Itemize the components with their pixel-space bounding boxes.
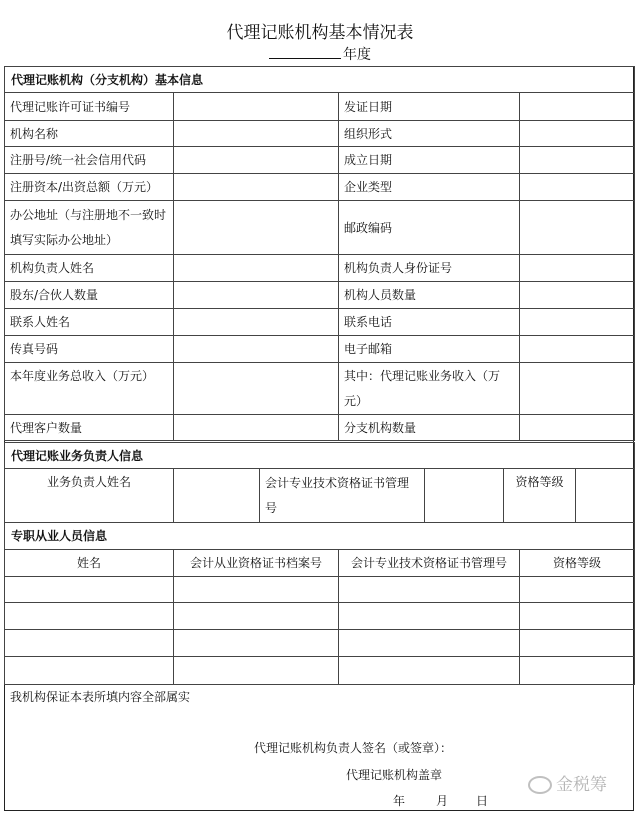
table-row [5, 363, 635, 415]
table-cell[interactable] [520, 603, 635, 630]
field-label: 传真号码 [5, 336, 174, 363]
table-row [5, 415, 635, 441]
field-label: 机构负责人姓名 [5, 255, 174, 282]
column-header: 会计从业资格证书档案号 [174, 550, 339, 577]
watermark [528, 770, 607, 795]
field-label: 注册资本/出资总额（万元） [5, 174, 174, 201]
field-label: 机构人员数量 [339, 282, 520, 309]
table-cell[interactable] [174, 630, 339, 657]
field-label: 企业类型 [339, 174, 520, 201]
year-row [0, 44, 640, 64]
table-row [5, 630, 635, 657]
column-header: 会计专业技术资格证书管理号 [339, 550, 520, 577]
table-row [5, 255, 635, 282]
field-label: 业务负责人姓名 [5, 469, 174, 523]
field-label: 注册号/统一社会信用代码 [5, 147, 174, 174]
section1-heading: 代理记账机构（分支机构）基本信息 [5, 67, 635, 93]
table-header-row [5, 550, 635, 577]
table-row [5, 657, 635, 685]
field-label: 代理记账许可证书编号 [5, 93, 174, 121]
column-header: 姓名 [5, 550, 174, 577]
field-label: 会计专业技术资格证书管理号 [260, 469, 425, 523]
section3-heading: 专职从业人员信息 [5, 523, 635, 550]
table-row [5, 309, 635, 336]
field-value-cell[interactable] [174, 336, 339, 363]
guarantee-text: 我机构保证本表所填内容全部属实 [10, 690, 191, 704]
field-label: 邮政编码 [339, 201, 520, 255]
field-value-cell[interactable] [174, 282, 339, 309]
staff-table [4, 522, 635, 685]
seal-label: 代理记账机构盖章 [346, 768, 443, 782]
field-label: 成立日期 [339, 147, 520, 174]
watermark-text: 金税筹 [556, 775, 607, 795]
field-label: 机构负责人身份证号 [339, 255, 520, 282]
field-value-cell[interactable] [174, 201, 339, 255]
section-heading-row [5, 443, 635, 469]
field-value-cell[interactable] [520, 415, 635, 441]
table-row [5, 174, 635, 201]
field-value-cell[interactable] [520, 282, 635, 309]
field-value-cell[interactable] [520, 201, 635, 255]
field-value-cell[interactable] [520, 255, 635, 282]
field-value-cell[interactable] [520, 336, 635, 363]
month-label: 月 [436, 794, 449, 808]
table-cell[interactable] [174, 577, 339, 603]
section-heading-row [5, 523, 635, 550]
field-value-cell[interactable] [425, 469, 504, 523]
field-label: 机构名称 [5, 121, 174, 147]
field-label: 其中：代理记账业务收入（万元） [339, 363, 520, 415]
table-row [5, 577, 635, 603]
field-value-cell[interactable] [520, 363, 635, 415]
field-value-cell[interactable] [174, 174, 339, 201]
table-row [5, 201, 635, 255]
table-cell[interactable] [339, 657, 520, 685]
field-value-cell[interactable] [520, 174, 635, 201]
field-value-cell[interactable] [174, 147, 339, 174]
table-cell[interactable] [174, 603, 339, 630]
table-cell[interactable] [174, 657, 339, 685]
field-value-cell[interactable] [520, 147, 635, 174]
field-value-cell[interactable] [174, 121, 339, 147]
year-blank-field[interactable] [269, 44, 341, 59]
field-value-cell[interactable] [174, 415, 339, 441]
field-value-cell[interactable] [520, 309, 635, 336]
table-cell[interactable] [339, 603, 520, 630]
table-cell[interactable] [339, 577, 520, 603]
field-label: 电子邮箱 [339, 336, 520, 363]
field-label: 联系人姓名 [5, 309, 174, 336]
table-row [5, 336, 635, 363]
chat-bubble-icon [528, 776, 552, 794]
table-cell[interactable] [520, 657, 635, 685]
form-title: 代理记账机构基本情况表 [226, 23, 414, 43]
field-value-cell[interactable] [520, 93, 635, 121]
field-value-cell[interactable] [174, 255, 339, 282]
column-header: 资格等级 [520, 550, 635, 577]
field-label: 分支机构数量 [339, 415, 520, 441]
year-label: 年 [393, 794, 406, 808]
table-cell[interactable] [5, 603, 174, 630]
day-label: 日 [476, 794, 489, 808]
field-label: 股东/合伙人数量 [5, 282, 174, 309]
field-label: 本年度业务总收入（万元） [5, 363, 174, 415]
field-label: 联系电话 [339, 309, 520, 336]
table-cell[interactable] [520, 630, 635, 657]
field-value-cell[interactable] [520, 121, 635, 147]
field-value-cell[interactable] [174, 309, 339, 336]
year-suffix: 年度 [343, 47, 371, 63]
signature-label: 代理记账机构负责人签名（或签章）： [254, 741, 453, 755]
table-row [5, 603, 635, 630]
table-row [5, 282, 635, 309]
table-row [5, 121, 635, 147]
field-label: 资格等级 [504, 469, 576, 523]
table-cell[interactable] [5, 577, 174, 603]
field-label: 发证日期 [339, 93, 520, 121]
basic-info-table [4, 66, 635, 441]
section-heading-row [5, 67, 635, 93]
table-cell[interactable] [5, 630, 174, 657]
business-head-table [4, 442, 635, 523]
field-value-cell[interactable] [174, 363, 339, 415]
table-cell[interactable] [520, 577, 635, 603]
field-value-cell[interactable] [174, 469, 260, 523]
field-label: 组织形式 [339, 121, 520, 147]
section2-heading: 代理记账业务负责人信息 [5, 443, 635, 469]
field-value-cell[interactable] [174, 93, 339, 121]
field-value-cell[interactable] [576, 469, 635, 523]
field-label: 代理客户数量 [5, 415, 174, 441]
table-cell[interactable] [5, 657, 174, 685]
table-row [5, 93, 635, 121]
table-row [5, 147, 635, 174]
field-label: 办公地址（与注册地不一致时填写实际办公地址） [5, 201, 174, 255]
table-row [5, 469, 635, 523]
table-cell[interactable] [339, 630, 520, 657]
